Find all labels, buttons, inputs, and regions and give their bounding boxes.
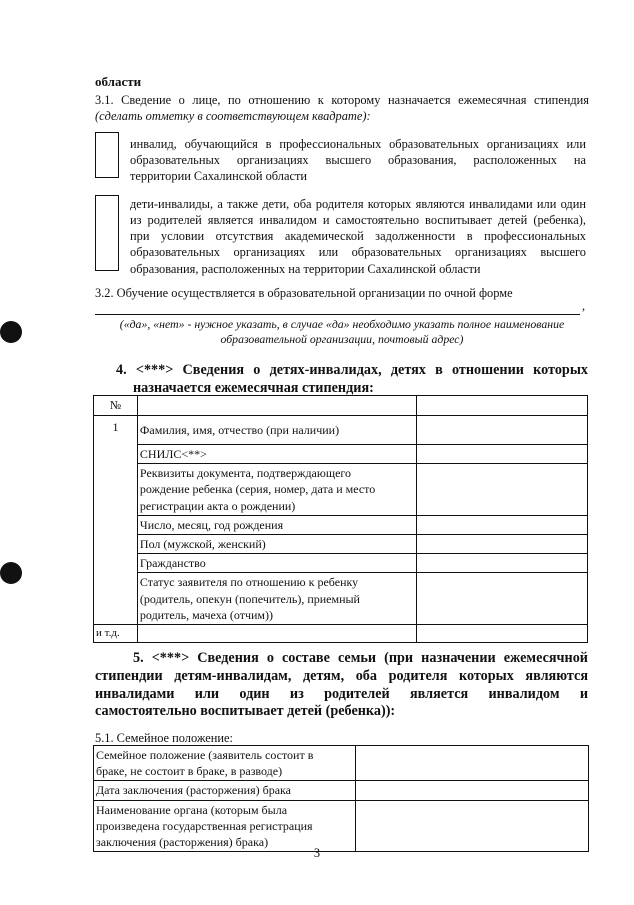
row-label: Гражданство — [137, 554, 417, 573]
binder-hole — [0, 321, 22, 343]
row-value-input[interactable] — [417, 515, 588, 534]
family-table — [93, 745, 589, 852]
section-5-heading: 5. <***> Сведения о составе семьи (при назначении ежемесячной стипендии детям-инвалидам, детям, оба родителя которых являются инвалидами или один из родителей является инвалидом и самостоятельно воспитывает детей (ребенка)): — [95, 650, 588, 720]
row-value-input[interactable] — [417, 445, 588, 464]
row-value-input[interactable] — [417, 554, 588, 573]
row-label: Наименование органа (которым была произведена государственная регистрация заключения (расторжения) брака) — [94, 800, 356, 852]
checkbox-option-1[interactable] — [95, 132, 119, 178]
col-number-header: № — [94, 396, 138, 416]
table-row — [94, 445, 588, 464]
section-4-heading: 4. <***> Сведения о детях-инвалидах, детях в отношении которых назначается ежемесячная стипендия: — [116, 362, 588, 396]
section-3-2-note: («да», «нет» - нужное указать, в случае «да» необходимо указать полное наименование образовательной организации, почтовый адрес) — [119, 317, 565, 347]
row-value-input[interactable] — [355, 781, 588, 800]
answer-comma: , — [582, 299, 586, 313]
row-label: Семейное положение (заявитель состоит в браке, не состоит в браке, в разводе) — [94, 746, 356, 781]
row-value-input[interactable] — [355, 800, 588, 852]
row-label: Число, месяц, год рождения — [137, 515, 417, 534]
table-row — [94, 464, 588, 516]
table-row — [94, 534, 588, 553]
table-header-row — [94, 396, 588, 416]
option-2-text: дети-инвалиды, а также дети, оба родителя которых являются инвалидами или один из родителей является инвалидом и самостоятельно воспитывает детей (ребенка), при условии отсутствия академической задолженности в профессиональных образовательных организациях или образовательных организациях высшего образования, расположенных на территории Сахалинской области — [130, 197, 586, 276]
table-row — [94, 781, 589, 800]
row-value-input[interactable] — [417, 573, 588, 625]
table-row — [94, 515, 588, 534]
row-label: Пол (мужской, женский) — [137, 534, 417, 553]
option-1-text: инвалид, обучающийся в профессиональных образовательных организациях или образовательных организациях высшего образования, расположенных на территории Сахалинской области — [130, 137, 586, 184]
children-table — [93, 395, 588, 643]
header-word: области — [95, 74, 142, 89]
etc-label: и т.д. — [94, 624, 138, 642]
answer-line[interactable] — [95, 314, 580, 315]
table-row — [94, 800, 589, 852]
page-number: 3 — [313, 846, 321, 860]
table-row — [94, 746, 589, 781]
row-label: Фамилия, имя, отчество (при наличии) — [137, 416, 417, 445]
section-3-2-text: 3.2. Обучение осуществляется в образовательной организации по очной форме — [95, 286, 513, 300]
checkbox-option-2[interactable] — [95, 195, 119, 271]
row-value-input[interactable] — [417, 534, 588, 553]
row-label: Реквизиты документа, подтверждающего рождение ребенка (серия, номер, дата и место регистрации акта о рождении) — [137, 464, 417, 516]
row-value-input[interactable] — [355, 746, 588, 781]
section-3-1: 3.1. Сведение о лице, по отношению к которому назначается ежемесячная стипендия (сделать отметку в соответствующем квадрате): — [95, 93, 589, 124]
row-value-input[interactable] — [417, 464, 588, 516]
section-5-1-label: 5.1. Семейное положение: — [95, 731, 233, 745]
table-row-etc — [94, 624, 588, 642]
row-label: Статус заявителя по отношению к ребенку (родитель, опекун (попечитель), приемный родитель, мачеха (отчим)) — [137, 573, 417, 625]
table-row — [94, 416, 588, 445]
row-value-input[interactable] — [417, 416, 588, 445]
table-row — [94, 573, 588, 625]
row-label: СНИЛС<**> — [137, 445, 417, 464]
table-row — [94, 554, 588, 573]
row-label: Дата заключения (расторжения) брака — [94, 781, 356, 800]
row-number: 1 — [94, 416, 138, 625]
binder-hole — [0, 562, 22, 584]
